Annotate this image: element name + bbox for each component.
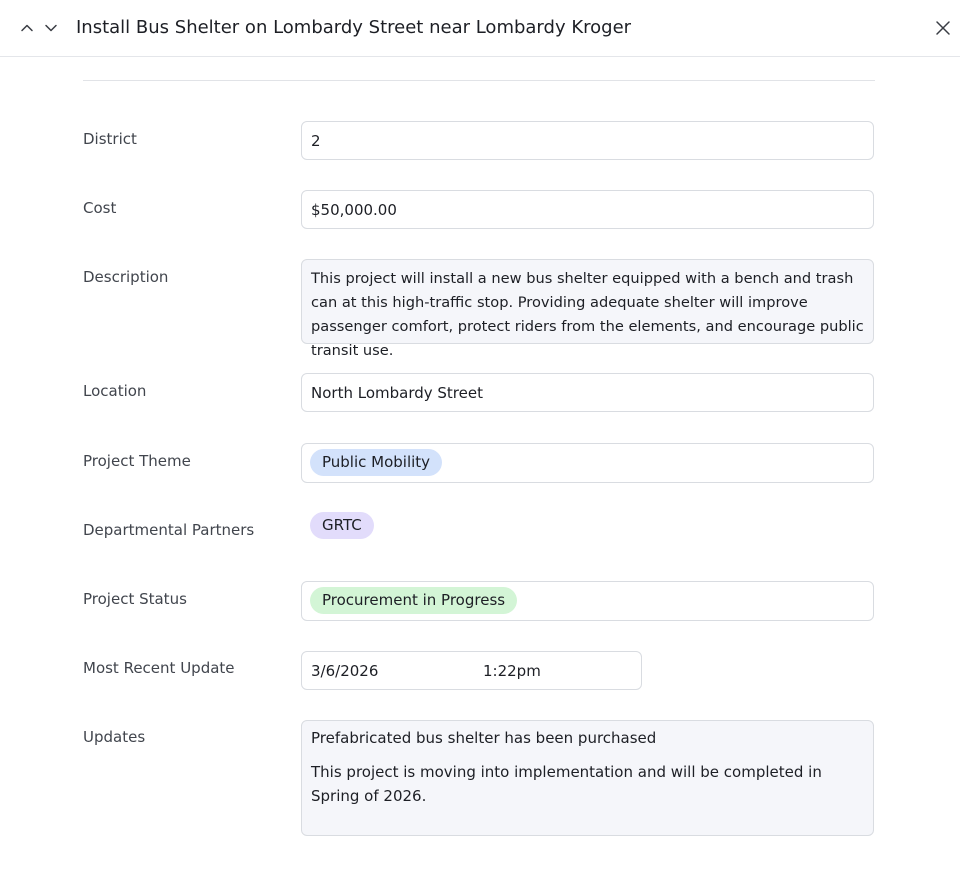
update-entry: This project is moving into implementation and will be completed in Spring of 2026.	[311, 763, 822, 805]
chevron-down-icon	[44, 21, 58, 35]
description-field[interactable]	[301, 259, 874, 359]
location-value: North Lombardy Street	[311, 384, 483, 402]
record-title: Install Bus Shelter on Lombardy Street near Lombardy Kroger	[76, 17, 632, 38]
departmental-partners-tag[interactable]: GRTC	[310, 512, 374, 539]
section-divider	[83, 80, 875, 81]
project-status-pill-wrap	[310, 587, 517, 614]
district-label: District	[83, 130, 137, 148]
update-entry: Prefabricated bus shelter has been purchased	[311, 729, 657, 747]
departmental-partners-label: Departmental Partners	[83, 521, 255, 539]
location-field[interactable]	[301, 373, 874, 412]
cost-value: $50,000.00	[311, 201, 397, 219]
project-theme-label: Project Theme	[83, 452, 191, 470]
project-status-label: Project Status	[83, 590, 187, 608]
project-theme-pill-wrap	[310, 449, 442, 476]
cost-field[interactable]	[301, 190, 874, 229]
chevron-up-icon	[20, 21, 34, 35]
record-header	[0, 0, 960, 57]
updates-label: Updates	[83, 728, 146, 746]
most-recent-update-field[interactable]	[301, 651, 642, 690]
previous-record-button[interactable]	[17, 18, 37, 38]
most-recent-update-label: Most Recent Update	[83, 659, 235, 677]
next-record-button[interactable]	[41, 18, 61, 38]
update-date-value: 3/6/2026	[311, 662, 379, 680]
district-field[interactable]	[301, 121, 874, 160]
departmental-partners-pill-wrap	[310, 512, 374, 539]
update-time-value: 1:22pm	[483, 662, 541, 680]
close-icon	[935, 20, 951, 36]
project-theme-tag[interactable]: Public Mobility	[310, 449, 442, 476]
location-label: Location	[83, 382, 147, 400]
close-button[interactable]	[932, 17, 954, 39]
updates-field[interactable]	[301, 720, 874, 836]
project-status-tag[interactable]: Procurement in Progress	[310, 587, 517, 614]
description-label: Description	[83, 268, 169, 286]
district-value: 2	[311, 132, 321, 150]
description-value: This project will install a new bus shelter equipped with a bench and trash can at this high-traffic stop. Providing adequate shelter will improve passenger comfort, protect riders from the elements, and encourage public transit use.	[311, 270, 864, 359]
cost-label: Cost	[83, 199, 117, 217]
